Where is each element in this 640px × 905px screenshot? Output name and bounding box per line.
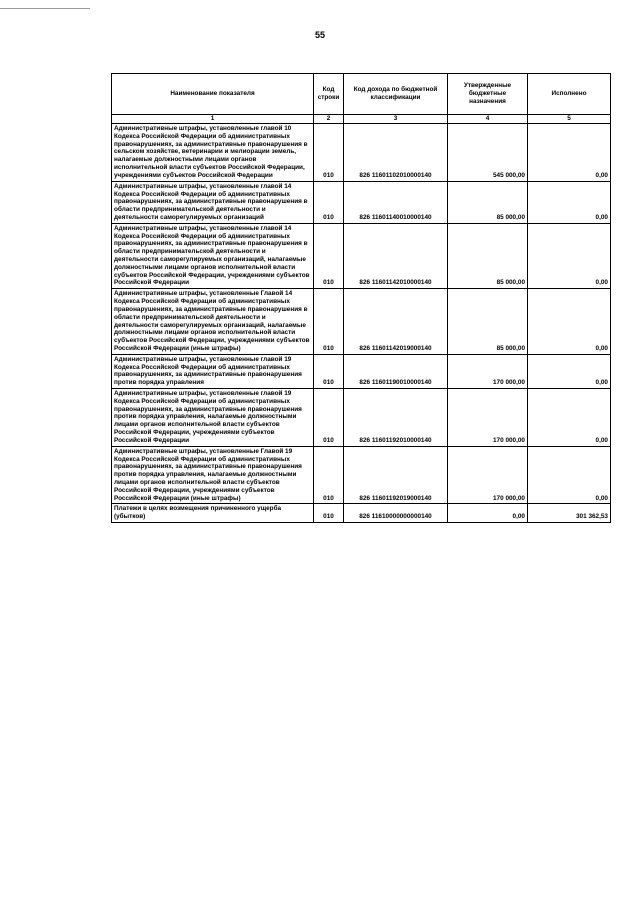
cell-code: 010 <box>314 446 344 504</box>
cell-approved: 0,00 <box>448 504 528 523</box>
cell-code: 010 <box>314 504 344 523</box>
table-row <box>112 289 611 355</box>
cell-approved: 170 000,00 <box>448 389 528 447</box>
cell-kbk: 826 11601192010000140 <box>344 389 448 447</box>
cell-approved: 85 000,00 <box>448 181 528 223</box>
cell-code: 010 <box>314 289 344 355</box>
header-executed: Исполнено <box>528 74 611 115</box>
cell-name: Административные штрафы, установленные главой 19 Кодекса Российской Федерации об административных правонарушениях, за административные правонарушения против порядка управления, налагаемые должностными лицами органов исполнительной власти субъектов Российской Федерации, учреждениями субъектов Российской Федерации <box>112 389 314 447</box>
table-row <box>112 504 611 523</box>
cell-executed: 301 362,53 <box>528 504 611 523</box>
cell-executed: 0,00 <box>528 181 611 223</box>
table-row <box>112 354 611 388</box>
cell-approved: 85 000,00 <box>448 289 528 355</box>
header-name: Наименование показателя <box>112 74 314 115</box>
column-number: 3 <box>344 115 448 124</box>
cell-executed: 0,00 <box>528 124 611 182</box>
column-number: 2 <box>314 115 344 124</box>
cell-executed: 0,00 <box>528 354 611 388</box>
table-row <box>112 124 611 182</box>
table-row <box>112 223 611 289</box>
cell-name: Платежи в целях возмещения причиненного ущерба (убытков) <box>112 504 314 523</box>
cell-executed: 0,00 <box>528 446 611 504</box>
cell-kbk: 826 11610000000000140 <box>344 504 448 523</box>
cell-name: Административные штрафы, установленные главой 14 Кодекса Российской Федерации об административных правонарушениях, за административные правонарушения в области предпринимательской деятельности и деятельности саморегулируемых организаций <box>112 181 314 223</box>
cell-kbk: 826 11601140010000140 <box>344 181 448 223</box>
cell-approved: 170 000,00 <box>448 354 528 388</box>
column-number: 5 <box>528 115 611 124</box>
cell-name: Административные штрафы, установленные главой 19 Кодекса Российской Федерации об административных правонарушениях, за административные правонарушения против порядка управления <box>112 354 314 388</box>
cell-kbk: 826 11601192019000140 <box>344 446 448 504</box>
table-row <box>112 446 611 504</box>
cell-executed: 0,00 <box>528 289 611 355</box>
cell-executed: 0,00 <box>528 389 611 447</box>
cell-kbk: 826 11601142010000140 <box>344 223 448 289</box>
column-number: 4 <box>448 115 528 124</box>
header-kbk: Код дохода по бюджетной классификации <box>344 74 448 115</box>
header-approved: Утвержденные бюджетные назначения <box>448 74 528 115</box>
cell-name: Административные штрафы, установленные главой 14 Кодекса Российской Федерации об административных правонарушениях, за административные правонарушения в области предпринимательской деятельности и деятельности саморегулируемых организаций, налагаемые должностными лицами органов исполнительной власти субъектов Российской Федерации, учреждениями субъектов Российской Федерации <box>112 223 314 289</box>
budget-execution-table <box>111 73 611 523</box>
cell-name: Административные штрафы, установленные Главой 19 Кодекса Российской Федерации об административных правонарушениях, за административные правонарушения против порядка управления, налагаемые должностными лицами органов исполнительной власти субъектов Российской Федерации, учреждениями субъектов Российской Федерации (иные штрафы) <box>112 446 314 504</box>
page-number: 55 <box>314 30 325 40</box>
table-row <box>112 181 611 223</box>
cell-code: 010 <box>314 124 344 182</box>
column-number: 1 <box>112 115 314 124</box>
header-code: Код строки <box>314 74 344 115</box>
column-numbers-row <box>112 115 611 124</box>
cell-code: 010 <box>314 223 344 289</box>
cell-code: 010 <box>314 181 344 223</box>
cell-code: 010 <box>314 389 344 447</box>
header-row <box>112 74 611 115</box>
cell-approved: 170 000,00 <box>448 446 528 504</box>
cell-kbk: 826 11601142019000140 <box>344 289 448 355</box>
top-rule <box>0 8 90 9</box>
cell-approved: 545 000,00 <box>448 124 528 182</box>
cell-code: 010 <box>314 354 344 388</box>
cell-name: Административные штрафы, установленные Главой 14 Кодекса Российской Федерации об административных правонарушениях, за административные правонарушения в области предпринимательской деятельности и деятельности саморегулируемых организаций, налагаемые должностными лицами органов исполнительной власти субъектов Российской Федерации, учреждениями субъектов Российской Федерации (иные штрафы) <box>112 289 314 355</box>
cell-kbk: 826 11601190010000140 <box>344 354 448 388</box>
cell-name: Административные штрафы, установленные главой 10 Кодекса Российской Федерации об административных правонарушениях, за административные правонарушения в сельском хозяйстве, ветеринарии и мелиорации земель, налагаемые должностными лицами органов исполнительной власти субъектов Российской Федерации, учреждениями субъектов Российской Федерации <box>112 124 314 182</box>
cell-kbk: 826 11601102010000140 <box>344 124 448 182</box>
table-row <box>112 389 611 447</box>
cell-executed: 0,00 <box>528 223 611 289</box>
cell-approved: 85 000,00 <box>448 223 528 289</box>
